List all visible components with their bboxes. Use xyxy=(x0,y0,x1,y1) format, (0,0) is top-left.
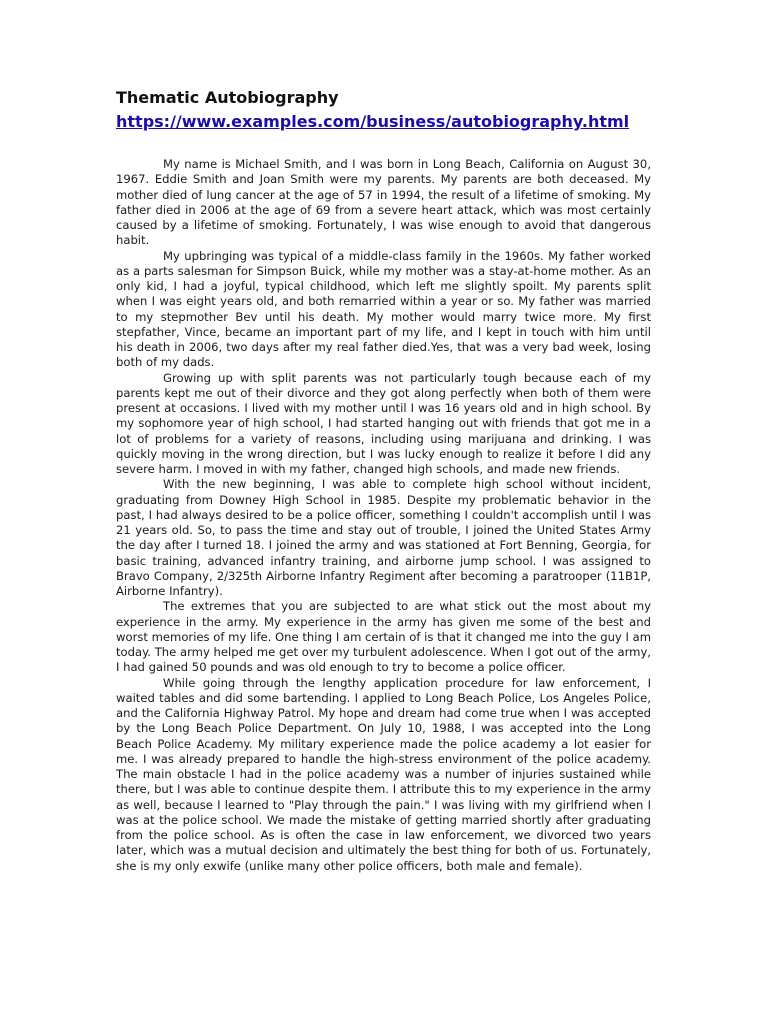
document-title: Thematic Autobiography xyxy=(116,88,339,107)
paragraph-birth: My name is Michael Smith, and I was born in Long Beach, California on August 30, 1967. Eddie Smith and Joan Smith were my parents. My parents are both deceased. My mother died of lung cancer at the age of 57 in 1994, the result of a lifetime of smoking. My father died in 2006 at the age of 69 from a severe heart attack, which was most certainly caused by a lifetime of smoking. Fortunately, I was wise enough to avoid that dangerous habit. xyxy=(116,157,651,248)
document-body xyxy=(116,157,651,874)
paragraph-army-experience: The extremes that you are subjected to are what stick out the most about my experience in the army. My experience in the army has given me some of the best and worst memories of my life. One thing I am certain of is that it changed me into the guy I am today. The army helped me get over my turbulent adolescence. When I got out of the army, I had gained 50 pounds and was old enough to try to become a police officer. xyxy=(116,599,651,675)
paragraph-split-parents: Growing up with split parents was not particularly tough because each of my parents kept me out of their divorce and they got along perfectly when both of them were present at occasions. I lived with my mother until I was 16 years old and in high school. By my sophomore year of high school, I had started hanging out with friends that got me in a lot of problems for a variety of reasons, including using marijuana and drinking. I was quickly moving in the wrong direction, but I was lucky enough to realize it before I did any severe harm. I moved in with my father, changed high schools, and made new friends. xyxy=(116,370,651,476)
source-link[interactable]: https://www.examples.com/business/autobiography.html xyxy=(116,112,630,131)
paragraph-police: While going through the lengthy application procedure for law enforcement, I waited tables and did some bartending. I applied to Long Beach Police, Los Angeles Police, and the California Highway Patrol. My hope and dream had come true when I was accepted by the Long Beach Police Department. On July 10, 1988, I was accepted into the Long Beach Police Academy. My military experience made the police academy a lot easier for me. I was already prepared to handle the high-stress environment of the police academy. The main obstacle I had in the police academy was a number of injuries sustained while there, but I was able to continue despite them. I attribute this to my experience in the army as well, because I learned to "Play through the pain." I was living with my girlfriend when I was at the police school. We made the mistake of getting married shortly after graduating from the police school. As is often the case in law enforcement, we divorced two years later, which was a mutual decision and ultimately the best thing for both of us. Fortunately, she is my only exwife (unlike many other police officers, both male and female). xyxy=(116,675,651,873)
paragraph-upbringing: My upbringing was typical of a middle-class family in the 1960s. My father worked as a parts salesman for Simpson Buick, while my mother was a stay-at-home mother. As an only kid, I had a joyful, typical childhood, which left me slightly spoilt. My parents split when I was eight years old, and both remarried within a year or so. My father was married to my stepmother Bev until his death. My mother would marry twice more. My first stepfather, Vince, became an important part of my life, and I kept in touch with him until his death in 2006, two days after my real father died.Yes, that was a very bad week, losing both of my dads. xyxy=(116,248,651,370)
paragraph-army: With the new beginning, I was able to complete high school without incident, graduating from Downey High School in 1985. Despite my problematic behavior in the past, I had always desired to be a police officer, something I couldn't accomplish until I was 21 years old. So, to pass the time and stay out of trouble, I joined the United States Army the day after I turned 18. I joined the army and was stationed at Fort Benning, Georgia, for basic training, advanced infantry training, and airborne jump school. I was assigned to Bravo Company, 2/325th Airborne Infantry Regiment after becoming a paratrooper (11B1P, Airborne Infantry). xyxy=(116,477,651,598)
